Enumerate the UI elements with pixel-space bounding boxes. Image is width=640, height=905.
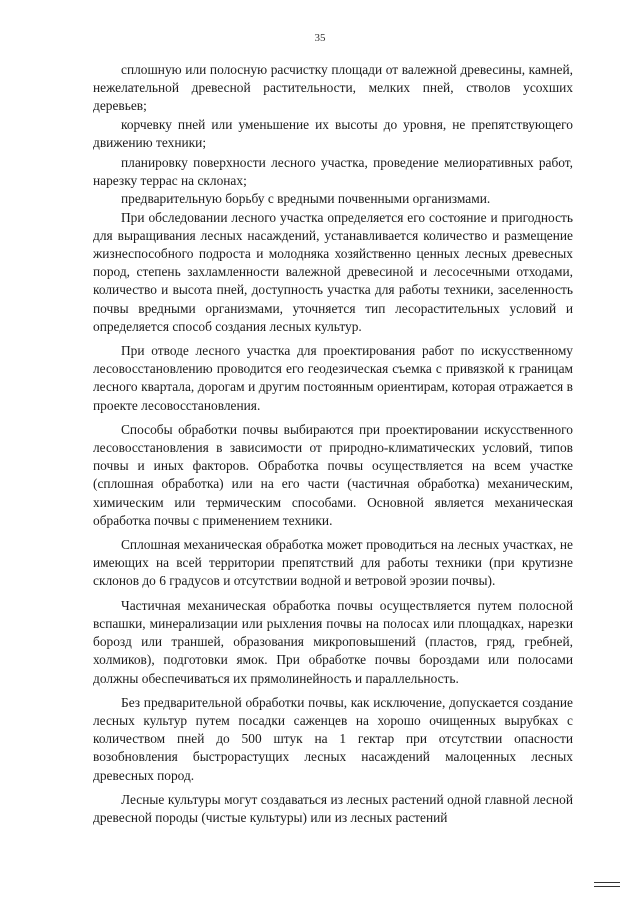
paragraph: предварительную борьбу с вредными почвенными организмами. xyxy=(121,191,491,207)
paragraph: При отводе лесного участка для проектирования работ по искусственному лесовосстановлению проводится его геодезическая съемка с привязкой к границам лесного квартала, дорогам и другим постоянным ориентирам, которая отражается в проекте лесовосстановления. xyxy=(93,343,573,413)
paragraph: Без предварительной обработки почвы, как исключение, допускается создание лесных культур путем посадки саженцев на хорошо очищенных вырубках с количеством пней до 500 штук на 1 гектар при отсутствии опасности возобновления быстрорастущих лесных насаждений малоценных лесных древесных пород. xyxy=(93,694,573,783)
paragraph: Частичная механическая обработка почвы осуществляется путем полосной вспашки, минерализации или рыхления почвы на полосах или площадках, нарезки борозд или траншей, образования микроповышений (пластов, гряд, гребней, холмиков), подготовки ямок. При обработке почвы бороздами или полосами должны обеспечиваться их прямолинейность и параллельность. xyxy=(93,597,573,686)
corner-rule xyxy=(594,882,620,883)
document-body xyxy=(93,61,573,827)
corner-rule xyxy=(594,886,620,887)
paragraph: Сплошная механическая обработка может проводиться на лесных участках, не имеющих на всей территории препятствий для работы техники (при крутизне склонов до 6 градусов и отсутствии водной и ветровой эрозии почвы). xyxy=(93,537,573,589)
paragraph: корчевку пней или уменьшение их высоты до уровня, не препятствующего движению техники; xyxy=(93,116,573,150)
paragraph: Лесные культуры могут создаваться из лесных растений одной главной лесной древесной породы (чистые культуры) или из лесных растений xyxy=(93,791,573,825)
page-number: 35 xyxy=(314,32,326,44)
paragraph: Способы обработки почвы выбираются при проектировании искусственного лесовосстановления в зависимости от природно-климатических условий, типов почвы и иных факторов. Обработка почвы осуществляется на всем участке (сплошная обработка) или на его части (частичная обработка) механическим, химическим или термическим способами. Основной является механическая обработка почвы с применением техники. xyxy=(93,421,573,528)
paragraph: планировку поверхности лесного участка, проведение мелиоративных работ, нарезку террас на склонах; xyxy=(93,155,573,189)
paragraph: сплошную или полосную расчистку площади от валежной древесины, камней, нежелательной древесной растительности, мелких пней, стволов усохших деревьев; xyxy=(93,62,573,114)
paragraph: При обследовании лесного участка определяется его состояние и пригодность для выращивания лесных насаждений, устанавливается количество и размещение жизнеспособного подроста и молодняка хозяйственно ценных лесных древесных пород, степень захламленности валежной древесиной и лесосечными отходами, количество и высота пней, доступность участка для работы техники, заселенность почвы вредными организмами, уточняется тип лесорастительных условий и определяется способ создания лесных культур. xyxy=(93,209,573,334)
